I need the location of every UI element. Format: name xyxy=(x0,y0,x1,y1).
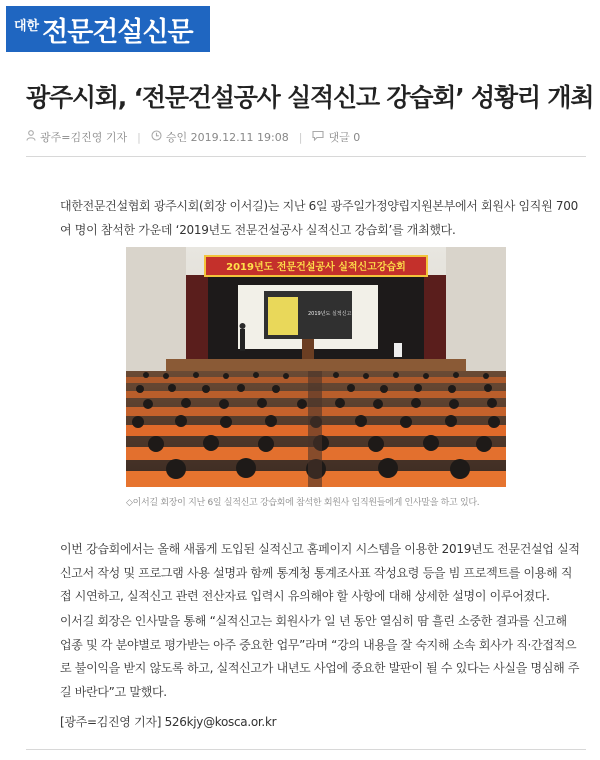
clock-icon xyxy=(151,130,162,144)
header-divider xyxy=(26,156,586,157)
meta-separator: | xyxy=(137,130,141,144)
article-meta xyxy=(26,129,360,145)
meta-separator: | xyxy=(298,130,303,144)
article-photo xyxy=(126,247,506,487)
logo-small-text: 대한 xyxy=(14,18,40,34)
article-paragraph: 이번 강습회에서는 올해 새롭게 도입된 실적신고 홈페이지 시스템을 이용한 2019년도 전문건설업 실적신고서 작성 및 프로그램 사용 설명과 함께 통계청 통계조사표 작성요령 등을 빔 프로젝트를 이용해 직접 시연하고, 실적신고 관련 전산자료 입력시 유의해야 할 사항에 대해 상세한 설명이 이루어졌다. xyxy=(60,542,580,603)
article-paragraph: 이서길 회장은 인사말을 통해 “실적신고는 회원사가 일 년 동안 열심히 땀 흘린 소중한 결과를 신고해 업종 및 각 분야별로 평가받는 아주 중요한 업무”라며 “강의 내용을 잘 숙지해 소속 회사가 직·간접적으로 불이익을 받지 않도록 하고, 실적신고가 내년도 사업에 중요한 발판이 될 수 있다는 사실을 명심해 주길 바란다”고 말했다. xyxy=(60,614,580,699)
article-paragraph: 대한전문건설협회 광주시회(회장 이서길)는 지난 6일 광주일가정양립지원본부에서 회원사 임직원 700여 명이 참석한 가운데 ‘2019년도 전문건설공사 실적신고 강습회’를 개최했다. xyxy=(60,199,578,237)
author-text[interactable]: 광주=김진영 기자 xyxy=(40,131,128,144)
article-byline: [광주=김진영 기자] 526kjy@kosca.or.kr xyxy=(60,715,277,729)
site-logo[interactable] xyxy=(6,6,210,52)
comment-count[interactable]: 댓글 0 xyxy=(328,131,361,144)
comment-icon xyxy=(312,130,324,144)
screen-text: 2019년도 실적신고 xyxy=(308,311,352,317)
logo-main-text: 전문건설신문 xyxy=(42,16,193,48)
photo-caption: ◇이서길 회장이 지난 6일 실적신고 강습회에 참석한 회원사 임직원들에게 인사말을 하고 있다. xyxy=(126,498,480,508)
article-title: 광주시회, ‘전문건설공사 실적신고 강습회’ 성황리 개최 xyxy=(26,83,594,112)
footer-divider xyxy=(26,749,586,750)
stage-banner-text: 2019년도 전문건설공사 실적신고강습회 xyxy=(226,262,406,273)
person-icon xyxy=(26,130,36,144)
approved-date: 승인 2019.12.11 19:08 xyxy=(165,131,289,144)
